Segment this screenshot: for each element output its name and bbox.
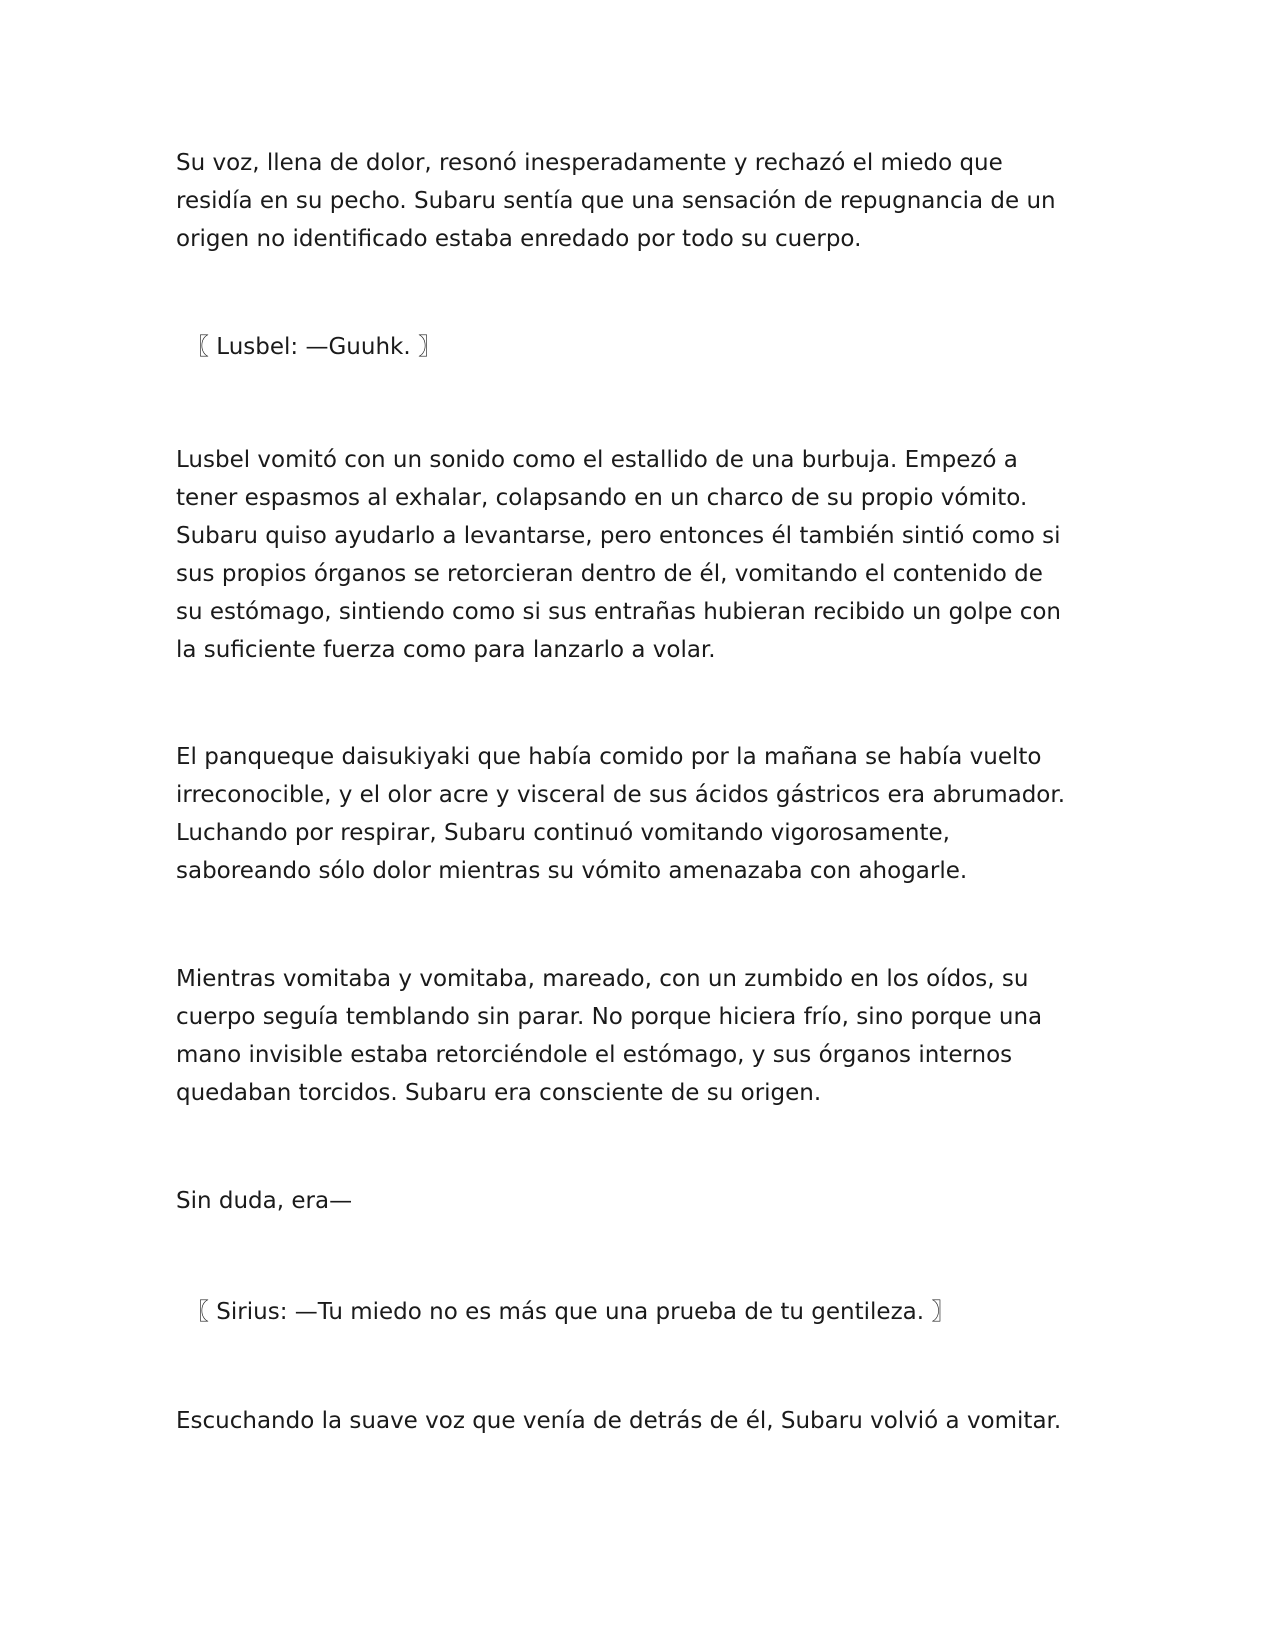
text-line: cuerpo seguía temblando sin parar. No porque hiciera frío, sino porque una [176, 1004, 1043, 1030]
text-line: sus propios órganos se retorcieran dentro de él, vomitando el contenido de [176, 561, 1043, 587]
paragraph-1 [176, 144, 1106, 258]
paragraph-6 [176, 1402, 1106, 1440]
text-line: 〖 Lusbel: —Guuhk. 〗 [186, 334, 441, 360]
text-line: tener espasmos al exhalar, colapsando en un charco de su propio vómito. [176, 485, 1028, 511]
text-line: Lusbel vomitó con un sonido como el estallido de una burbuja. Empezó a [176, 447, 1018, 473]
text-line: residía en su pecho. Subaru sentía que una sensación de repugnancia de un [176, 188, 1056, 214]
text-line: su estómago, sintiendo como si sus entrañas hubieran recibido un golpe con [176, 599, 1061, 625]
paragraph-3 [176, 738, 1106, 890]
text-line: 〖 Sirius: —Tu miedo no es más que una prueba de tu gentileza. 〗 [186, 1299, 955, 1325]
text-line: Su voz, llena de dolor, resonó inesperadamente y rechazó el miedo que [176, 150, 1003, 176]
text-line: mano invisible estaba retorciéndole el estómago, y sus órganos internos [176, 1042, 1013, 1068]
paragraph-2 [176, 441, 1106, 669]
text-line: Sin duda, era— [176, 1188, 353, 1214]
text-line: Mientras vomitaba y vomitaba, mareado, con un zumbido en los oídos, su [176, 966, 1029, 992]
paragraph-4 [176, 960, 1106, 1112]
dialogue-sirius [186, 1293, 1116, 1331]
text-line: la suficiente fuerza como para lanzarlo a volar. [176, 637, 716, 663]
text-line: quedaban torcidos. Subaru era consciente de su origen. [176, 1080, 822, 1106]
dialogue-lusbel [186, 328, 1116, 366]
text-line: origen no identificado estaba enredado por todo su cuerpo. [176, 226, 862, 252]
text-line: El panqueque daisukiyaki que había comido por la mañana se había vuelto [176, 744, 1042, 770]
paragraph-5 [176, 1182, 1106, 1220]
text-line: Luchando por respirar, Subaru continuó vomitando vigorosamente, [176, 820, 950, 846]
text-line: Subaru quiso ayudarlo a levantarse, pero entonces él también sintió como si [176, 523, 1061, 549]
text-line: irreconocible, y el olor acre y visceral de sus ácidos gástricos era abrumador. [176, 782, 1066, 808]
text-line: saboreando sólo dolor mientras su vómito amenazaba con ahogarle. [176, 858, 968, 884]
text-line: Escuchando la suave voz que venía de detrás de él, Subaru volvió a vomitar. [176, 1408, 1062, 1434]
